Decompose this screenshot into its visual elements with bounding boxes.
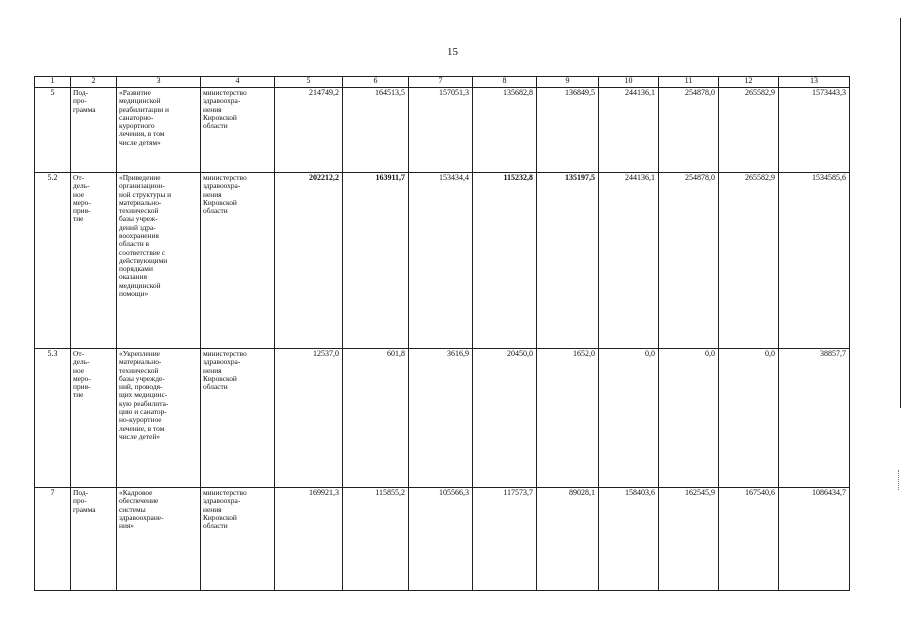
value-cell: 153434,4 bbox=[409, 173, 473, 349]
value-cell: 265582,9 bbox=[719, 88, 779, 173]
value-cell: 0,0 bbox=[659, 349, 719, 488]
row-name: «Приведение организацион- ной структуры и материально- технической базы учреж- дений здра- воохранения области в соответствие с действующими порядками оказания медицинской помощи» bbox=[117, 173, 201, 349]
value-cell: 115855,2 bbox=[343, 488, 409, 591]
value-cell: 0,0 bbox=[599, 349, 659, 488]
table-row bbox=[35, 349, 850, 488]
value-cell: 202212,2 bbox=[275, 173, 343, 349]
value-cell: 12537,0 bbox=[275, 349, 343, 488]
value-cell: 136849,5 bbox=[537, 88, 599, 173]
row-type: Под- про- грамма bbox=[71, 88, 117, 173]
budget-table bbox=[34, 76, 850, 591]
value-cell: 162545,9 bbox=[659, 488, 719, 591]
row-number: 5 bbox=[35, 88, 71, 173]
value-cell: 601,8 bbox=[343, 349, 409, 488]
value-cell: 3616,9 bbox=[409, 349, 473, 488]
column-header: 3 bbox=[117, 77, 201, 88]
table-row bbox=[35, 173, 850, 349]
row-name: «Кадровое обеспечение системы здравоохране- ния» bbox=[117, 488, 201, 591]
value-cell: 157051,3 bbox=[409, 88, 473, 173]
value-cell: 89028,1 bbox=[537, 488, 599, 591]
column-header: 7 bbox=[409, 77, 473, 88]
table-header-row bbox=[35, 77, 850, 88]
value-cell: 163911,7 bbox=[343, 173, 409, 349]
row-executor: министерство здравоохра- нения Кировской области bbox=[201, 349, 275, 488]
value-cell: 115232,8 bbox=[473, 173, 537, 349]
row-executor: министерство здравоохра- нения Кировской области bbox=[201, 488, 275, 591]
value-cell: 244136,1 bbox=[599, 173, 659, 349]
column-header: 2 bbox=[71, 77, 117, 88]
value-cell: 158403,6 bbox=[599, 488, 659, 591]
value-cell: 20450,0 bbox=[473, 349, 537, 488]
value-cell: 105566,3 bbox=[409, 488, 473, 591]
row-name: «Укрепление материально- технической базы учрежде- ний, проводя- щих медицинс- кую реабилита- цию и санатор- но-курортное лечение, в том числе детей» bbox=[117, 349, 201, 488]
row-executor: министерство здравоохра- нения Кировской области bbox=[201, 173, 275, 349]
table-row bbox=[35, 88, 850, 173]
row-type: От- дель- ное меро- прия- тие bbox=[71, 349, 117, 488]
column-header: 10 bbox=[599, 77, 659, 88]
value-cell: 167540,6 bbox=[719, 488, 779, 591]
value-cell: 1534585,6 bbox=[779, 173, 850, 349]
value-cell: 254878,0 bbox=[659, 173, 719, 349]
value-cell: 1652,0 bbox=[537, 349, 599, 488]
page-number: 15 bbox=[447, 46, 458, 58]
page-edge-marks bbox=[898, 470, 902, 490]
value-cell: 169921,3 bbox=[275, 488, 343, 591]
value-cell: 244136,1 bbox=[599, 88, 659, 173]
column-header: 11 bbox=[659, 77, 719, 88]
value-cell: 265582,9 bbox=[719, 173, 779, 349]
value-cell: 164513,5 bbox=[343, 88, 409, 173]
column-header: 5 bbox=[275, 77, 343, 88]
value-cell: 1086434,7 bbox=[779, 488, 850, 591]
value-cell: 117573,7 bbox=[473, 488, 537, 591]
row-executor: министерство здравоохра- нения Кировской области bbox=[201, 88, 275, 173]
value-cell: 135682,8 bbox=[473, 88, 537, 173]
value-cell: 1573443,3 bbox=[779, 88, 850, 173]
column-header: 4 bbox=[201, 77, 275, 88]
column-header: 6 bbox=[343, 77, 409, 88]
value-cell: 214749,2 bbox=[275, 88, 343, 173]
value-cell: 38857,7 bbox=[779, 349, 850, 488]
table-row bbox=[35, 488, 850, 591]
column-header: 9 bbox=[537, 77, 599, 88]
row-number: 5.2 bbox=[35, 173, 71, 349]
row-name: «Развитие медицинской реабилитации и санаторно- курортного лечения, в том числе детям» bbox=[117, 88, 201, 173]
row-number: 5.3 bbox=[35, 349, 71, 488]
column-header: 12 bbox=[719, 77, 779, 88]
value-cell: 0,0 bbox=[719, 349, 779, 488]
value-cell: 254878,0 bbox=[659, 88, 719, 173]
column-header: 13 bbox=[779, 77, 850, 88]
row-type: Под- про- грамма bbox=[71, 488, 117, 591]
column-header: 8 bbox=[473, 77, 537, 88]
row-type: От- дель- ное меро- прия- тие bbox=[71, 173, 117, 349]
page-edge-line bbox=[900, 18, 901, 408]
value-cell: 135197,5 bbox=[537, 173, 599, 349]
row-number: 7 bbox=[35, 488, 71, 591]
column-header: 1 bbox=[35, 77, 71, 88]
